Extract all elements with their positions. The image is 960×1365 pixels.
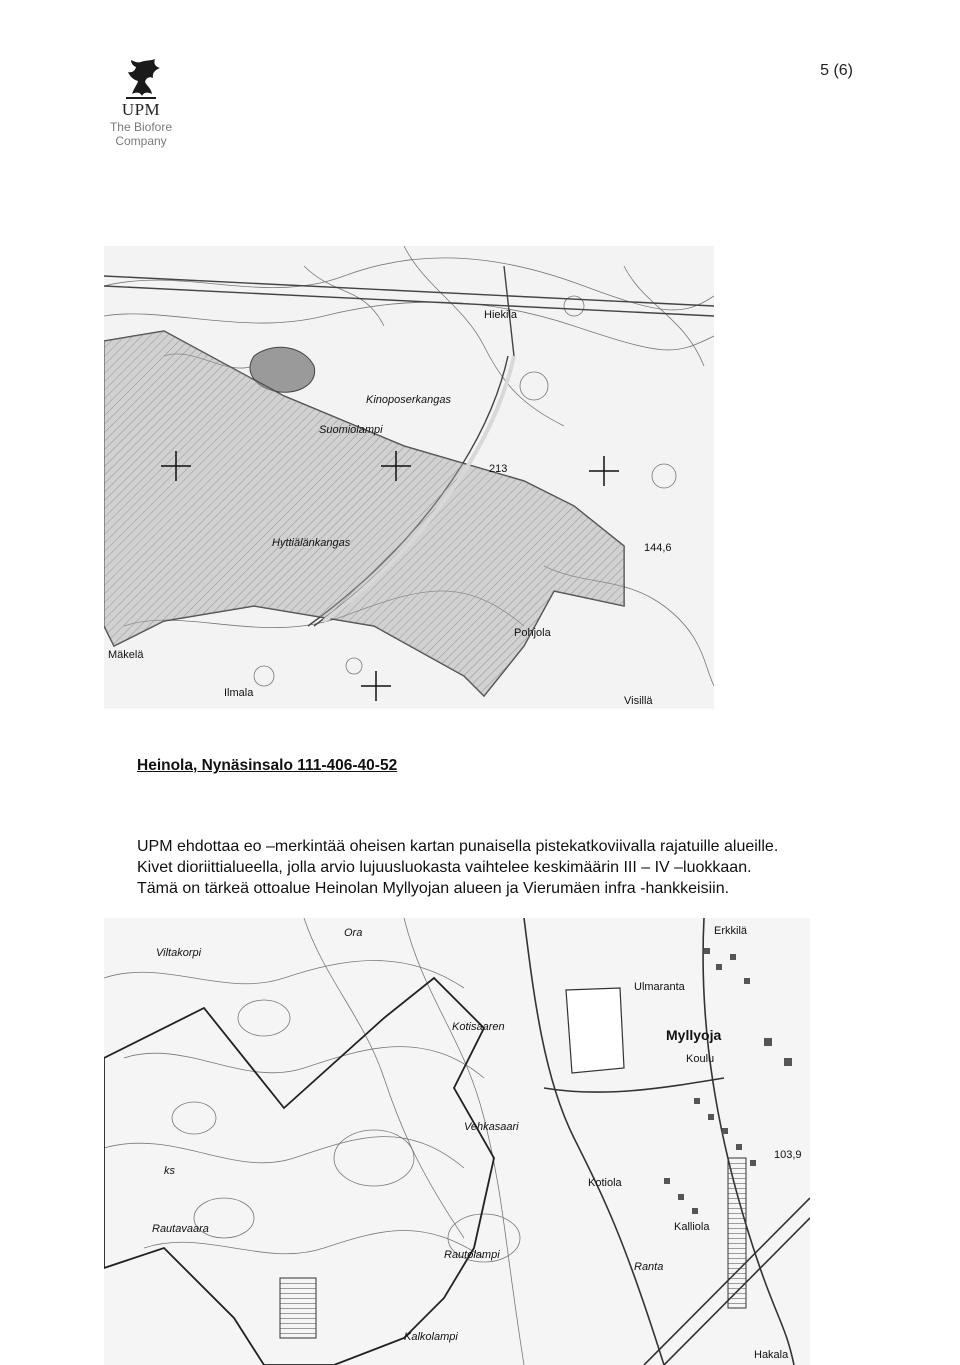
page-number: 5 (6) [820,62,853,79]
map-top [104,246,714,709]
map-label-vehkasaari: Vehkasaari [464,1121,519,1133]
paragraph-line-3: Tämä on tärkeä ottoalue Heinolan Myllyojan alueen ja Vierumäen infra -hankkeisiin. [137,880,730,897]
map-bottom [104,918,810,1365]
map-label-kotisaaren: Kotisaaren [452,1021,505,1033]
map-label-pohjola: Pohjola [514,627,551,639]
upm-logo [96,58,186,148]
map-label-103: 103,9 [774,1149,802,1161]
map-label-144: 144,6 [644,542,672,554]
map-label-kalkolampi: Kalkolampi [404,1331,458,1343]
map-label-ulmaranta: Ulmaranta [634,981,685,993]
logo-tagline-1: The Biofore [109,120,173,134]
map-label-myllyoja: Myllyoja [666,1027,722,1043]
map-label-visilla: Visillä [624,695,653,707]
map-label-viltakorpi: Viltakorpi [156,947,202,959]
map-label-kalliola: Kalliola [674,1221,710,1233]
map-label-ilmala: Ilmala [224,687,254,699]
map-label-kinoposerkangas: Kinoposerkangas [366,394,452,406]
logo-brand: UPM [121,100,161,119]
map-label-hiekila: Hiekila [484,309,518,321]
map-label-rautolampi: Rautolampi [444,1249,500,1261]
description-paragraph [137,836,877,899]
hatched-block [280,1278,316,1338]
site-heading: Heinola, Nynäsinsalo 111-406-40-52 [137,757,398,774]
map-label-suomiolampi: Suomiolampi [319,424,383,436]
paragraph-line-2: Kivet dioriittialueella, jolla arvio lujuusluokasta vaihtelee keskimäärin III – IV –luokkaan. [137,859,752,876]
hatched-strip [728,1158,746,1308]
griffin-icon [118,58,164,102]
map-label-ks: ks [164,1165,175,1177]
industrial-area-rect [566,988,624,1073]
map-label-ora: Ora [344,927,363,939]
map-label-koulu: Koulu [686,1053,715,1065]
map-label-ranta: Ranta [634,1261,664,1273]
map-label-hakala: Hakala [754,1349,789,1361]
map-label-kotiola: Kotiola [588,1177,622,1189]
paragraph-line-1: UPM ehdottaa eo –merkintää oheisen kartan punaisella pistekatkoviivalla rajatuille alueille. [137,838,779,855]
map-label-erkkila: Erkkilä [714,925,748,937]
map-label-213: 213 [489,463,508,475]
map-label-rautavaara: Rautavaara [152,1223,209,1235]
map-label-hyttialankangas: Hyttiälänkangas [272,537,351,549]
map-label-makela: Mäkelä [108,649,144,661]
logo-tagline-2: Company [115,134,167,148]
